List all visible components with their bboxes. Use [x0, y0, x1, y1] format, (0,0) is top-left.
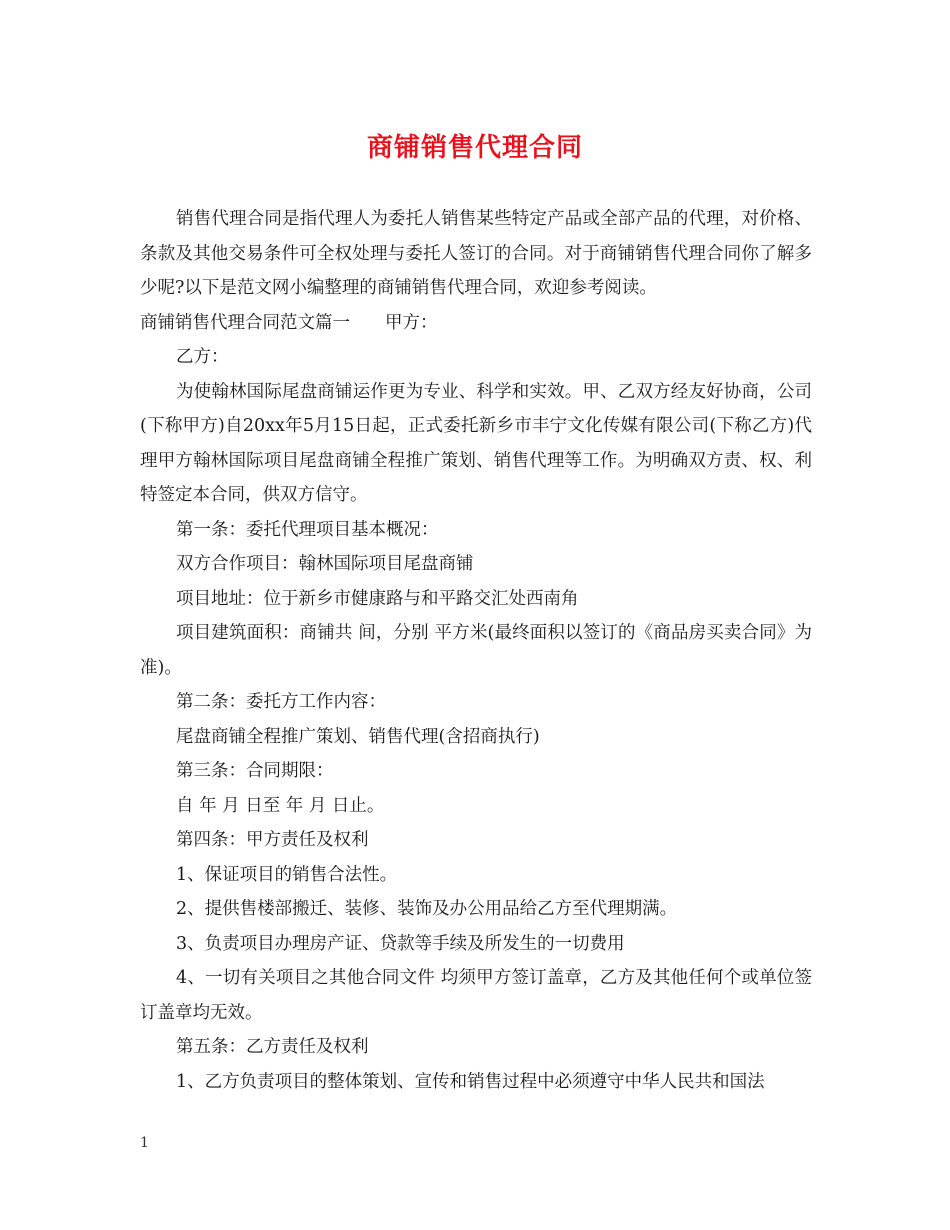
document-body [140, 202, 812, 1099]
paragraph-party-b: 乙方： [176, 347, 229, 367]
paragraph-article-2-heading: 第二条：委托方工作内容： [176, 692, 386, 712]
paragraph-project-address: 项目地址：位于新乡市健康路与和平路交汇处西南角 [176, 588, 579, 609]
paragraph-term: 自 年 月 日至 年 月 日止。 [176, 795, 385, 816]
paragraph-project-area: 项目建筑面积：商铺共 间，分别 平方米(最终面积以签订的《商品房买卖合同》为准)。 [140, 623, 812, 678]
paragraph-clause-4-3: 3、负责项目办理房产证、贷款等手续及所发生的一切费用 [176, 933, 625, 954]
paragraph-article-1-heading: 第一条：委托代理项目基本概况： [176, 519, 439, 540]
paragraph-sample-heading: 商铺销售代理合同范文篇一 甲方： [140, 312, 438, 333]
paragraph-article-4-heading: 第四条：甲方责任及权利 [176, 830, 369, 850]
paragraph-clause-5-1: 1、乙方负责项目的整体策划、宣传和销售过程中必须遵守中华人民共和国法 [176, 1071, 765, 1092]
paragraph-intro: 销售代理合同是指代理人为委托人销售某些特定产品或全部产品的代理，对价格、条款及其他交易条件可全权处理与委托人签订的合同。对于商铺销售代理合同你了解多少呢?以下是范文网小编整理的商铺销售代理合同，欢迎参考阅读。 [140, 209, 812, 298]
paragraph-clause-4-1: 1、保证项目的销售合法性。 [176, 864, 398, 885]
document-title: 商铺销售代理合同 [366, 133, 583, 163]
paragraph-work-content: 尾盘商铺全程推广策划、销售代理(含招商执行) [176, 726, 540, 747]
paragraph-clause-4-2: 2、提供售楼部搬迁、装修、装饰及办公用品给乙方至代理期满。 [176, 899, 678, 919]
paragraph-clause-4-4: 4、一切有关项目之其他合同文件 均须甲方签订盖章，乙方及其他任何个或单位签订盖章均无效。 [140, 968, 812, 1023]
paragraph-preamble: 为使翰林国际尾盘商铺运作更为专业、科学和实效。甲、乙双方经友好协商，公司(下称甲方)自20xx年5月15日起，正式委托新乡市丰宁文化传媒有限公司(下称乙方)代理甲方翰林国际项目尾盘商铺全程推广策划、销售代理等工作。为明确双方责、权、利特签定本合同，供双方信守。 [140, 381, 812, 505]
page-number: 1 [140, 1135, 149, 1151]
paragraph-article-5-heading: 第五条：乙方责任及权利 [176, 1037, 369, 1057]
paragraph-article-3-heading: 第三条：合同期限： [176, 761, 334, 781]
paragraph-project-name: 双方合作项目：翰林国际项目尾盘商铺 [176, 554, 474, 574]
